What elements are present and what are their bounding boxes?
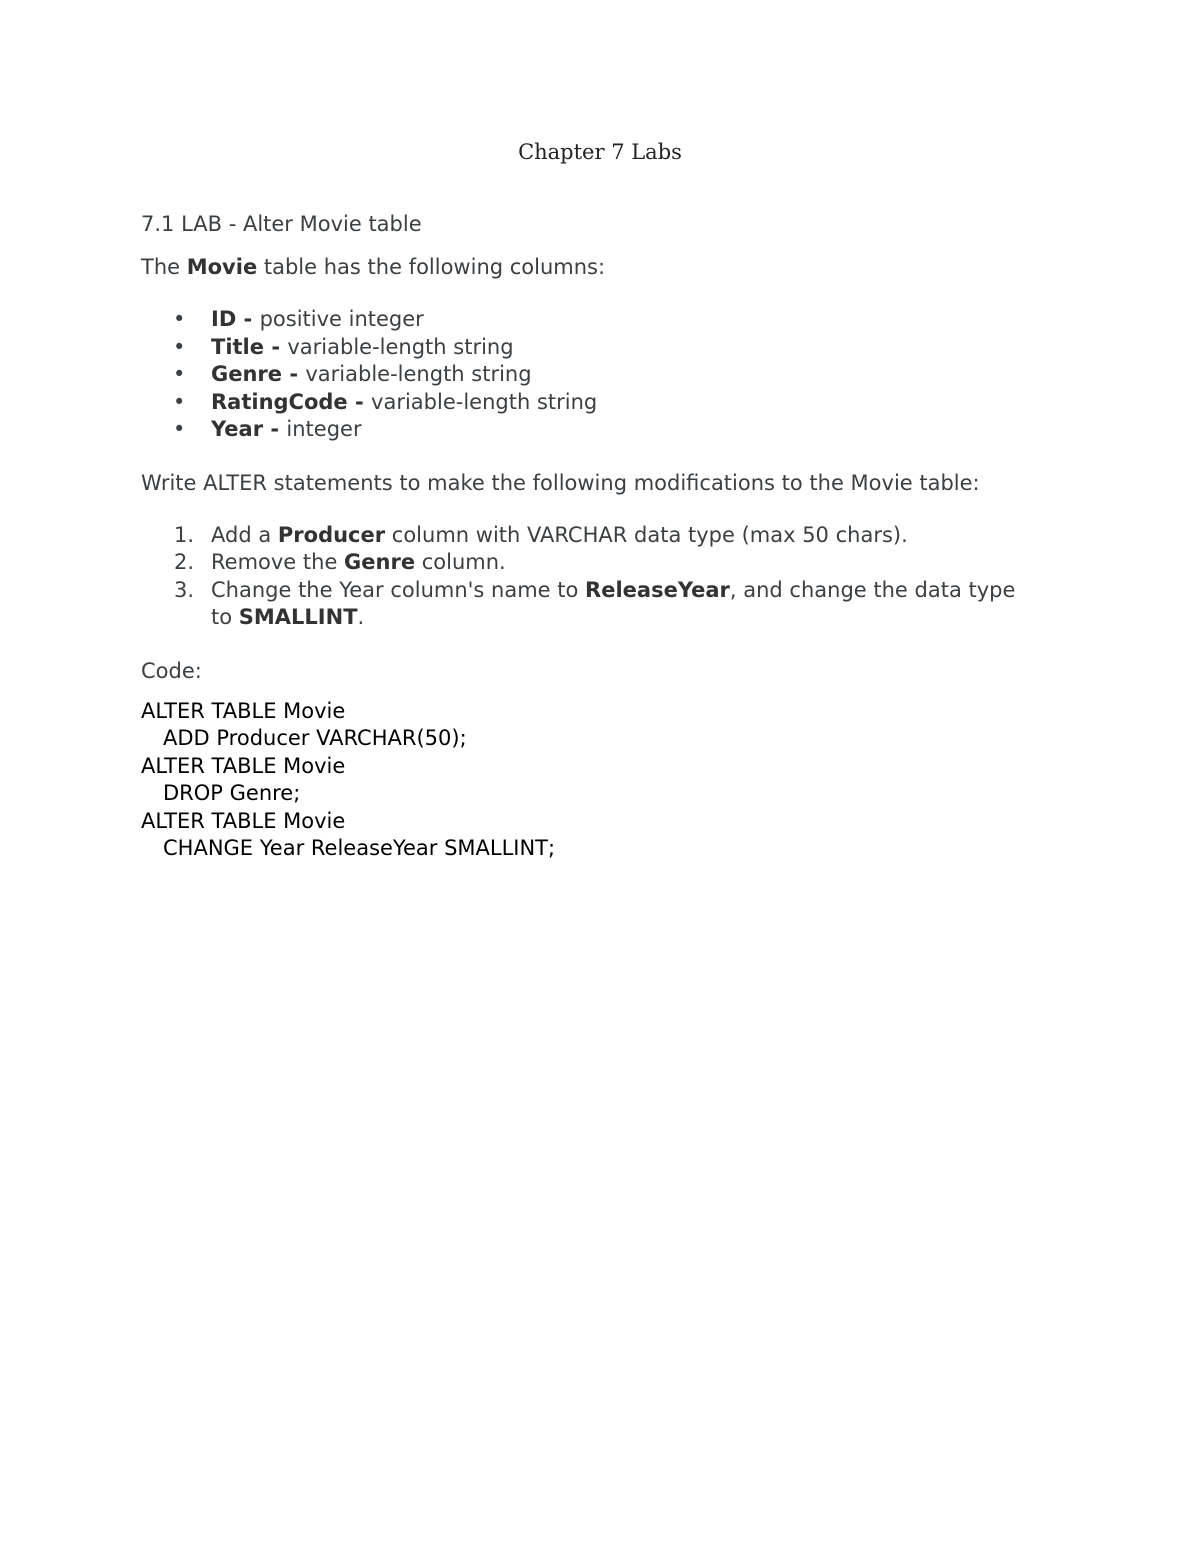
column-separator: - <box>347 389 372 414</box>
section-heading: 7.1 LAB - Alter Movie table <box>141 212 422 236</box>
step-text-a: Change the Year column's name to <box>211 577 586 602</box>
steps-list <box>141 522 1021 632</box>
column-desc: variable-length string <box>371 389 598 414</box>
intro-text-after: table has the following columns: <box>257 255 606 279</box>
column-desc: variable-length string <box>305 362 532 386</box>
column-name: RatingCode <box>211 389 348 414</box>
list-item <box>141 549 1021 577</box>
step-number: 3. <box>174 577 195 602</box>
list-item <box>141 522 1021 550</box>
column-name: ID <box>211 307 237 331</box>
step-text-e: . <box>357 605 365 629</box>
column-desc: integer <box>286 417 362 441</box>
code-line: ALTER TABLE Movie <box>141 753 346 778</box>
intro-table-name: Movie <box>186 255 258 279</box>
code-line: CHANGE Year ReleaseYear SMALLINT; <box>163 836 556 860</box>
document-title: Chapter 7 Labs <box>518 140 682 164</box>
step-bold-d: SMALLINT <box>238 605 358 629</box>
document-body <box>141 208 1021 863</box>
column-separator: - <box>264 334 288 359</box>
step-text-a: Remove the <box>211 550 345 574</box>
column-name: Title <box>211 334 265 359</box>
list-item <box>141 334 1021 362</box>
bullet-icon: • <box>173 389 186 414</box>
step-text-c: column with VARCHAR data type (max 50 chars). <box>385 522 908 547</box>
code-label: Code: <box>141 658 202 683</box>
step-text-c: column. <box>415 550 506 574</box>
code-line: ALTER TABLE Movie <box>141 808 346 833</box>
column-name: Genre <box>211 362 283 386</box>
list-item <box>141 577 1021 632</box>
column-separator: - <box>236 307 260 331</box>
step-bold-b: Producer <box>277 522 386 547</box>
step-text-a: Add a <box>211 522 278 547</box>
step-text-c: , and change the data type to <box>211 577 1016 629</box>
bullet-icon: • <box>173 307 186 331</box>
step-bold-b: ReleaseYear <box>585 577 730 602</box>
list-item <box>141 306 1021 334</box>
step-bold-b: Genre <box>344 550 416 574</box>
code-line: ADD Producer VARCHAR(50); <box>163 726 467 750</box>
column-separator: - <box>263 417 287 441</box>
bullet-icon: • <box>173 417 186 441</box>
column-separator: - <box>282 362 306 386</box>
bullet-icon: • <box>173 362 186 386</box>
column-list <box>141 306 1021 444</box>
column-desc: variable-length string <box>287 334 514 359</box>
list-item <box>141 389 1021 417</box>
intro-paragraph <box>141 252 1021 282</box>
step-number: 1. <box>174 522 195 547</box>
step-number: 2. <box>174 550 195 574</box>
column-desc: positive integer <box>259 307 424 331</box>
intro-text-before: The <box>141 255 187 279</box>
code-block <box>141 698 1021 863</box>
list-item <box>141 361 1021 389</box>
bullet-icon: • <box>173 334 186 359</box>
instruction-paragraph: Write ALTER statements to make the following modifications to the Movie table: <box>141 470 980 495</box>
column-name: Year <box>211 417 264 441</box>
code-line: ALTER TABLE Movie <box>141 698 346 723</box>
code-line: DROP Genre; <box>163 781 301 805</box>
list-item <box>141 416 1021 444</box>
